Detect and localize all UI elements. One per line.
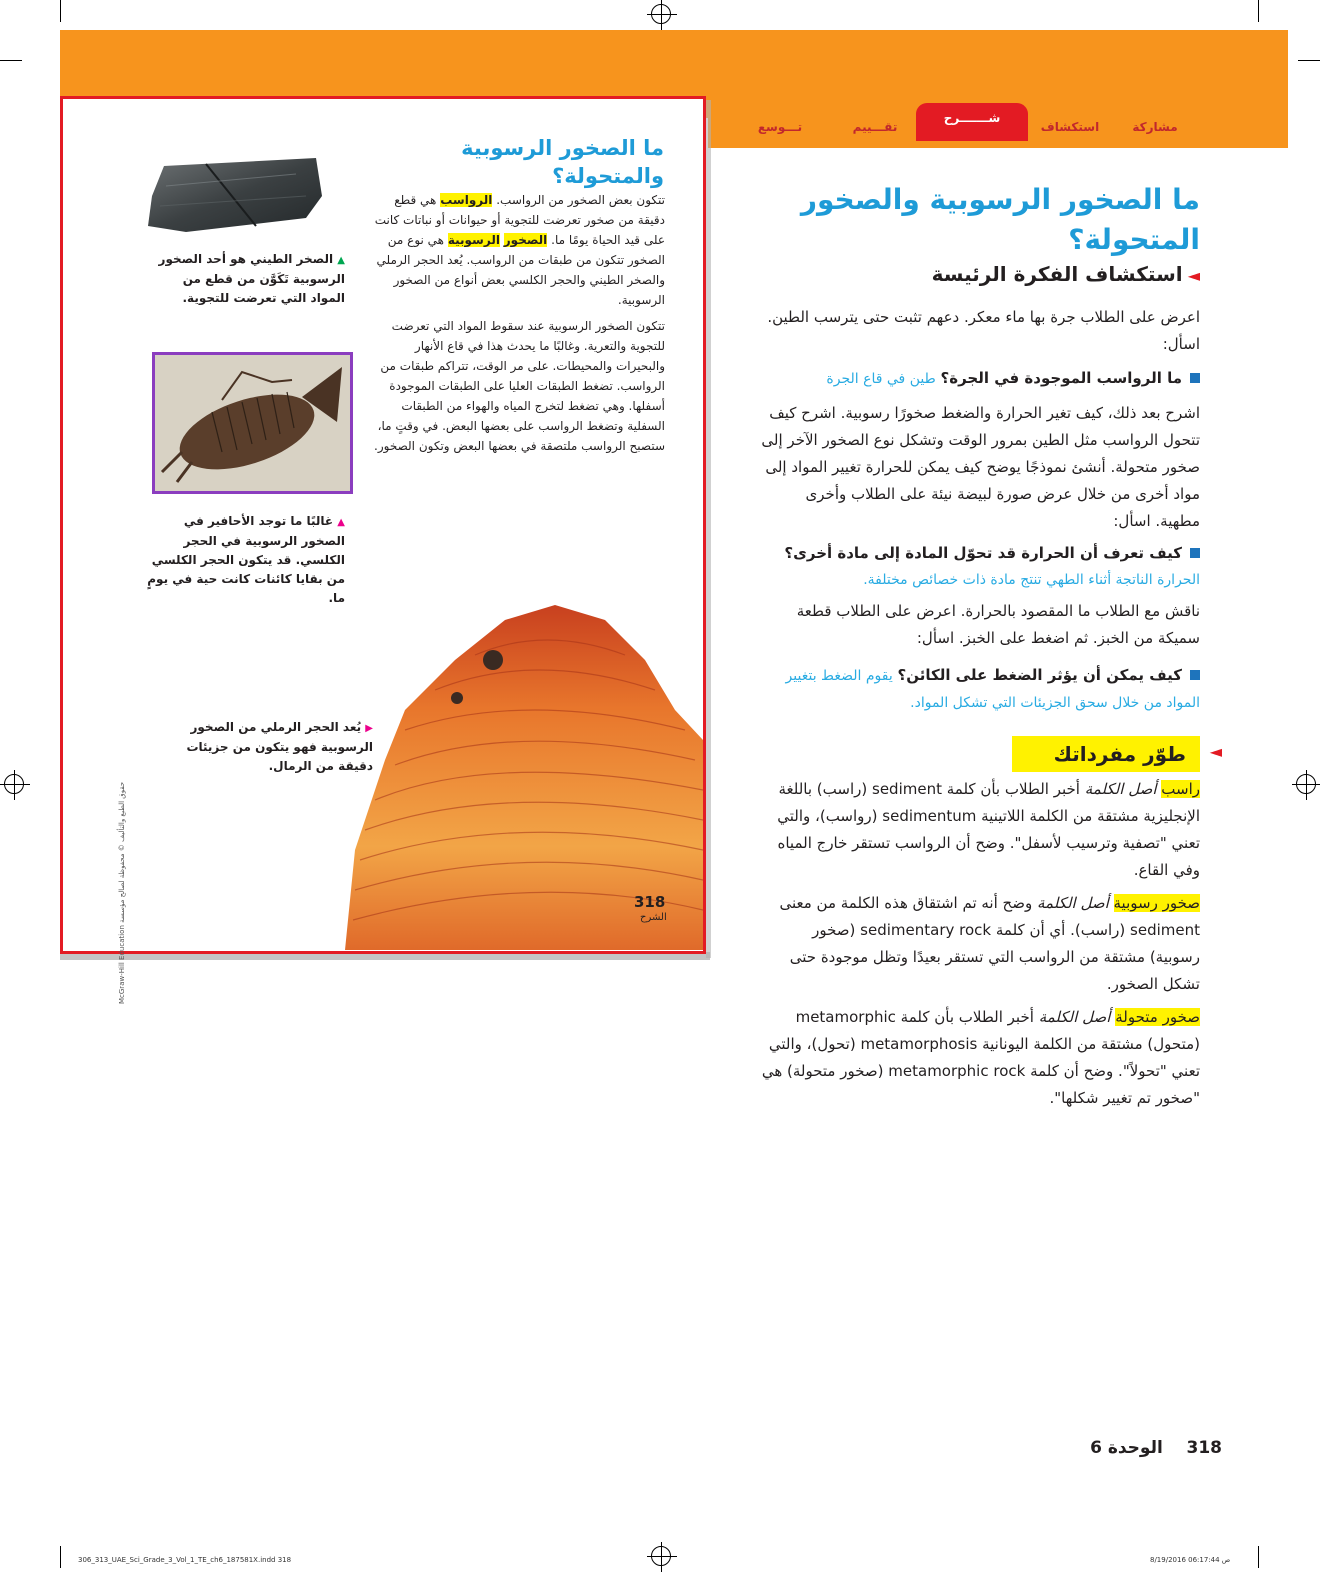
registration-mark [651,4,671,24]
crop-mark [0,60,22,61]
section-heading-explore: ◄ استكشاف الفكرة الرئيسة [931,262,1200,286]
student-paragraph-2: تتكون الصخور الرسوبية عند سقوط المواد التي تعرضت للتجوية والتعرية. وغالبًا ما يحدث هذا في قاع الأنهار والبحيرات والمحيطات. على مر الوقت، تتراكم طبقات من الرواسب. تضغط الطبقات العليا على الطبقات الموجودة أسفلها. وهي تضغط لتخرج المياه والهواء من الطبقات السفلية وتضغط الرواسب على بعضها البعض. في وقتٍ ما، ستصبح الرواسب ملتصقة في بعضها البعض وتكون الصخور. [374,319,665,453]
intro-paragraph: اعرض على الطلاب جرة بها ماء معكر. دعهم تثبت حتى يترسب الطين. اسأل: [767,308,1200,353]
vocab-item-sediment: راسب أصل الكلمة أخبر الطلاب بأن كلمة sediment (راسب) باللغة الإنجليزية مشتقة من الكلمة اللاتينية sedimentum (رواسب)، والتي تعني "تصفية وترسيب لأسفل". وضح أن الرواسب تستقر خارج المياه وفي القاع. [777,780,1200,879]
tab-engage[interactable]: مشاركة [1132,120,1178,134]
tab-elaborate[interactable]: تـــوسع [757,120,803,134]
registration-mark [651,1546,671,1566]
vocab-item-metamorphic-rock: صخور متحولة أصل الكلمة أخبر الطلاب بأن كلمة metamorphic (متحول) مشتقة من الكلمة اليونانية metamorphosis (تحول)، والتي تعني "تحولاً". وضح أن كلمة metamorphic rock (صخور متحولة) هي "صخور تم تغيير شكلها". [761,1008,1200,1107]
bullet-icon [1190,670,1200,680]
tab-explain-active[interactable]: شـــــــرح [913,100,1031,141]
term-rocks: الصخور [503,233,548,247]
page-title: ما الصخور الرسوبية والصخور المتحولة؟ [800,183,1200,256]
footer-page-ref [1090,1438,1222,1458]
bullet-icon [1190,373,1200,383]
section-arrow-icon: ◄ [1187,266,1200,285]
bullet-icon [1190,548,1200,558]
vocab-term: صخور متحولة [1115,1008,1200,1026]
crop-mark [60,0,61,22]
question-1: ما الرواسب الموجودة في الجرة؟ طين في قاع الجرة [760,366,1200,391]
caption-marker-icon: ▲ [337,517,345,528]
vocab-item-sedimentary-rock: صخور رسوبية أصل الكلمة وضح أنه تم اشتقاق هذه الكلمة من معنى sediment (راسب). أي أن كلمة sedimentary rock (صخور رسوبية) مشتقة من الرواسب التي تستقر بعيدًا وتظل موجودة حتى تشكل الصخور. [779,894,1200,993]
caption-shale: ▲ الصخر الطيني هو أحد الصخور الرسوبية تَكَوَّن من قطع من المواد التي تعرضت للتجوية. [158,252,345,305]
caption-marker-icon: ▲ [337,255,345,266]
page-shadow [706,100,711,958]
caption-sandstone: ▶ يُعد الحجر الرملي من الصخور الرسوبية فهو يتكون من جزيئات دقيقة من الرمال. [186,720,373,773]
crop-mark [1258,0,1259,22]
student-page-title: ما الصخور الرسوبية والمتحولة؟ [461,136,664,188]
vocab-term: صخور رسوبية [1113,894,1200,912]
fossil-fish-image [152,352,353,494]
registration-mark [1296,774,1316,794]
bread-paragraph: ناقش مع الطلاب ما المقصود بالحرارة. اعرض على الطلاب قطعة سميكة من الخبز. ثم اضغط على الخبز. اسأل: [796,602,1200,647]
tab-explore[interactable]: استكشاف [1040,120,1100,134]
tab-evaluate[interactable]: تقـــييم [852,120,898,134]
vocab-term: راسب [1161,780,1200,798]
file-slug: 306_313_UAE_Sci_Grade_3_Vol_1_TE_ch6_187581X.indd 318 [78,1556,292,1564]
student-paragraph-1: تتكون بعض الصخور من الرواسب. الرواسب هي قطع دقيقة من صخور تعرضت للتجوية أو حيوانات أو نباتات كانت على قيد الحياة يومًا ما. الصخور الرسوبية هي نوع من الصخور تتكون من طبقات من الرواسب. يُعد الحجر الرملي والصخر الطيني والحجر الكلسي بعض أنواع من الصخور الرسوبية. [374,193,665,307]
publisher-credit: McGraw-Hill Education حقوق الطبع والتأليف © محفوظة لصالح مؤسسة [118,781,126,1004]
registration-mark [4,774,24,794]
section-heading-vocab: ◄ طوّر مفرداتك [1012,736,1200,772]
crop-mark [1258,1546,1259,1568]
caption-marker-icon: ▶ [365,723,373,734]
question-3: كيف يمكن أن يؤثر الضغط على الكائن؟ يقوم الضغط بتغيير المواد من خلال سحق الجزيئات التي تشكل المواد. [785,666,1200,711]
footer-page: 318 [1186,1438,1222,1458]
footer-unit: الوحدة 6 [1090,1438,1163,1458]
term-sedimentary: الرسوبية [447,233,500,247]
student-page-label: الشرح [640,912,667,923]
crop-mark [60,1546,61,1568]
file-date: 8/19/2016 06:17:44 ص [1150,1556,1231,1564]
shale-rock-image [146,156,324,236]
term-sediment: الرواسب [440,193,493,207]
crop-mark [1298,60,1320,61]
explain-paragraph: اشرح بعد ذلك، كيف تغير الحرارة والضغط صخورًا رسوبية. اشرح كيف تتحول الرواسب مثل الطين بمرور الوقت وتشكل نوع الصخور الآخر إلى صخور متحولة. أنشئ نموذجًا يوضح كيف يمكن للحرارة تغيير المواد إلى مواد أخرى من خلال عرض صورة لبيضة نيئة على الطلاب وأخرى مطهية. اسأل: [761,404,1200,530]
caption-fossil: ▲ غالبًا ما توجد الأحافير في الصخور الرسوبية في الحجر الكلسي. قد يتكون الحجر الكلسي من بقايا كائنات كانت حية في يومٍ ما. [147,514,345,605]
student-page-number: 318 [634,893,666,911]
section-arrow-icon: ◄ [1209,742,1222,761]
question-2: كيف تعرف أن الحرارة قد تحوّل المادة إلى مادة أخرى؟ الحرارة الناتجة أثناء الطهي تنتج مادة ذات خصائص مختلفة. [784,544,1200,588]
